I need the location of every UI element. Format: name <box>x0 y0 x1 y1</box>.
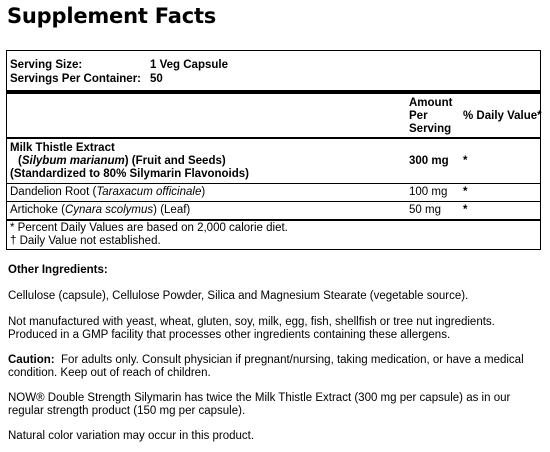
ingredient-name: Dandelion Root (Taraxacum officinale) <box>10 186 206 198</box>
ingredient-amount: 50 mg <box>409 204 441 216</box>
ingredient-name: Artichoke (Cynara scolymus) (Leaf) <box>10 204 191 216</box>
supplement-facts-panel <box>6 50 541 250</box>
daily-value-header: % Daily Value* <box>463 110 542 122</box>
thick-divider <box>7 90 540 94</box>
servings-per-container-value: 50 <box>150 73 163 85</box>
allergen-statement: Not manufactured with yeast, wheat, gluten, soy, milk, egg, fish, shellfish or tree nut ingredients. <box>8 316 495 328</box>
ingredient-dv: * <box>463 186 468 198</box>
gmp-statement: Produced in a GMP facility that processes other ingredients containing these allergens. <box>8 329 451 341</box>
amount-header-line1: Amount <box>409 97 453 109</box>
header-divider <box>7 137 540 139</box>
ingredient-name: Milk Thistle Extract <box>10 142 115 154</box>
latin-name: Cynara scolymus <box>64 204 154 216</box>
amount-header-line3: Serving <box>409 123 452 135</box>
ingredient-amount: 300 mg <box>409 155 449 167</box>
servings-per-container-label: Servings Per Container: <box>10 73 142 85</box>
ingredient-dv: * <box>463 155 468 167</box>
caution-statement: Caution: For adults only. Consult physician if pregnant/nursing, taking medication, or have a medical <box>8 354 524 366</box>
latin-name: Silybum marianum <box>21 155 125 167</box>
amount-header-line2: Per <box>409 110 428 122</box>
strength-statement: NOW® Double Strength Silymarin has twice the Milk Thistle Extract (300 mg per capsule) as in our <box>8 392 511 404</box>
ingredient-source: (Silybum marianum) (Fruit and Seeds) <box>18 155 226 167</box>
footnote-not-established: † Daily Value not established. <box>10 235 161 247</box>
other-ingredients-heading: Other Ingredients: <box>8 264 108 276</box>
ingredient-dv: * <box>463 204 468 216</box>
caution-label: Caution: <box>8 354 55 366</box>
row-divider <box>7 183 540 184</box>
ingredient-amount: 100 mg <box>409 186 448 198</box>
other-ingredients-list: Cellulose (capsule), Cellulose Powder, Silica and Magnesium Stearate (vegetable source). <box>8 290 469 302</box>
ingredient-note: (Standardized to 80% Silymarin Flavonoids) <box>10 168 249 180</box>
row-divider <box>7 201 540 202</box>
strength-statement-cont: regular strength product (150 mg per capsule). <box>8 405 246 417</box>
serving-size-label: Serving Size: <box>10 59 83 71</box>
color-variation-note: Natural color variation may occur in this product. <box>8 430 255 442</box>
serving-size-value: 1 Veg Capsule <box>150 59 228 71</box>
page-title: Supplement Facts <box>7 4 217 28</box>
footnote-daily-value: * Percent Daily Values are based on 2,000 calorie diet. <box>10 222 288 234</box>
caution-statement-cont: condition. Keep out of reach of children. <box>8 367 211 379</box>
latin-name: Taraxacum officinale <box>96 186 202 198</box>
footnote-divider <box>7 219 540 221</box>
